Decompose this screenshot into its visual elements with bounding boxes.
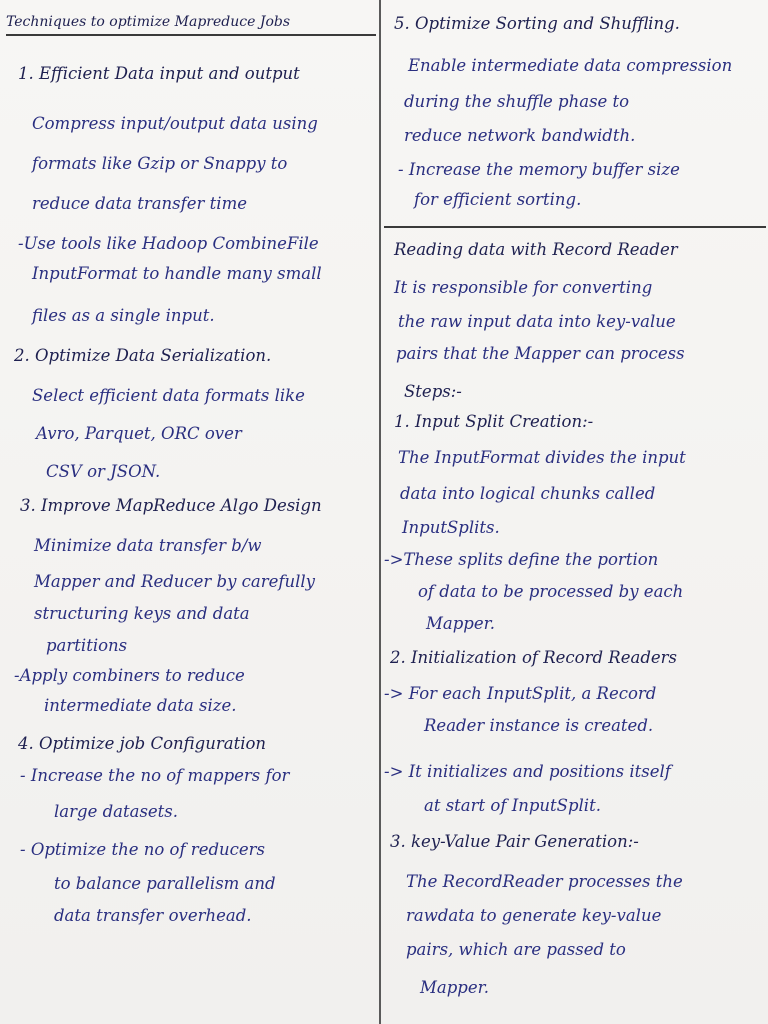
- text-line: reduce data transfer time: [32, 194, 247, 213]
- section-3-heading: 3. Improve MapReduce Algo Design: [20, 496, 322, 515]
- text-line: data into logical chunks called: [400, 484, 656, 503]
- text-line: of data to be processed by each: [418, 582, 684, 601]
- text-line: InputFormat to handle many small: [32, 264, 322, 283]
- section-5-heading: 5. Optimize Sorting and Shuffling.: [394, 14, 680, 33]
- text-line: Mapper.: [426, 614, 495, 633]
- record-reader-heading: Reading data with Record Reader: [394, 240, 678, 259]
- text-line: large datasets.: [54, 802, 179, 821]
- text-line: reduce network bandwidth.: [404, 126, 636, 145]
- section-separator: [384, 226, 766, 228]
- text-line: partitions: [46, 636, 128, 655]
- text-line: InputSplits.: [402, 518, 500, 537]
- text-line: Minimize data transfer b/w: [34, 536, 262, 555]
- title-underline: [6, 34, 376, 36]
- text-line: The RecordReader processes the: [406, 872, 683, 891]
- text-line: -> It initializes and positions itself: [384, 762, 671, 781]
- text-line: Reader instance is created.: [424, 716, 654, 735]
- text-line: - Optimize the no of reducers: [20, 840, 266, 859]
- text-line: for efficient sorting.: [414, 190, 582, 209]
- text-line: formats like Gzip or Snappy to: [32, 154, 288, 173]
- text-line: data transfer overhead.: [54, 906, 252, 925]
- text-line: files as a single input.: [32, 306, 215, 325]
- text-line: -> For each InputSplit, a Record: [384, 684, 657, 703]
- text-line: rawdata to generate key-value: [406, 906, 662, 925]
- column-divider: [379, 0, 381, 1024]
- text-line: -Apply combiners to reduce: [14, 666, 245, 685]
- text-line: pairs that the Mapper can process: [396, 344, 685, 363]
- step-1-heading: 1. Input Split Creation:-: [394, 412, 594, 431]
- text-line: to balance parallelism and: [54, 874, 276, 893]
- text-line: - Increase the no of mappers for: [20, 766, 290, 785]
- text-line: intermediate data size.: [44, 696, 237, 715]
- text-line: during the shuffle phase to: [404, 92, 630, 111]
- section-4-heading: 4. Optimize job Configuration: [18, 734, 267, 753]
- text-line: CSV or JSON.: [46, 462, 161, 481]
- page-title: Techniques to optimize Mapreduce Jobs: [6, 14, 291, 30]
- text-line: The InputFormat divides the input: [398, 448, 686, 467]
- text-line: pairs, which are passed to: [406, 940, 626, 959]
- text-line: Compress input/output data using: [32, 114, 318, 133]
- steps-heading: Steps:-: [404, 382, 462, 401]
- text-line: structuring keys and data: [34, 604, 250, 623]
- step-2-heading: 2. Initialization of Record Readers: [390, 648, 678, 667]
- text-line: Select efficient data formats like: [32, 386, 305, 405]
- text-line: Enable intermediate data compression: [408, 56, 733, 75]
- text-line: ->These splits define the portion: [384, 550, 659, 569]
- section-2-heading: 2. Optimize Data Serialization.: [14, 346, 272, 365]
- text-line: the raw input data into key-value: [398, 312, 676, 331]
- section-1-heading: 1. Efficient Data input and output: [18, 64, 300, 83]
- text-line: -Use tools like Hadoop CombineFile: [18, 234, 319, 253]
- text-line: Mapper and Reducer by carefully: [34, 572, 316, 591]
- text-line: Avro, Parquet, ORC over: [36, 424, 242, 443]
- text-line: - Increase the memory buffer size: [398, 160, 680, 179]
- text-line: at start of InputSplit.: [424, 796, 601, 815]
- step-3-heading: 3. key-Value Pair Generation:-: [390, 832, 639, 851]
- text-line: It is responsible for converting: [394, 278, 653, 297]
- text-line: Mapper.: [420, 978, 489, 997]
